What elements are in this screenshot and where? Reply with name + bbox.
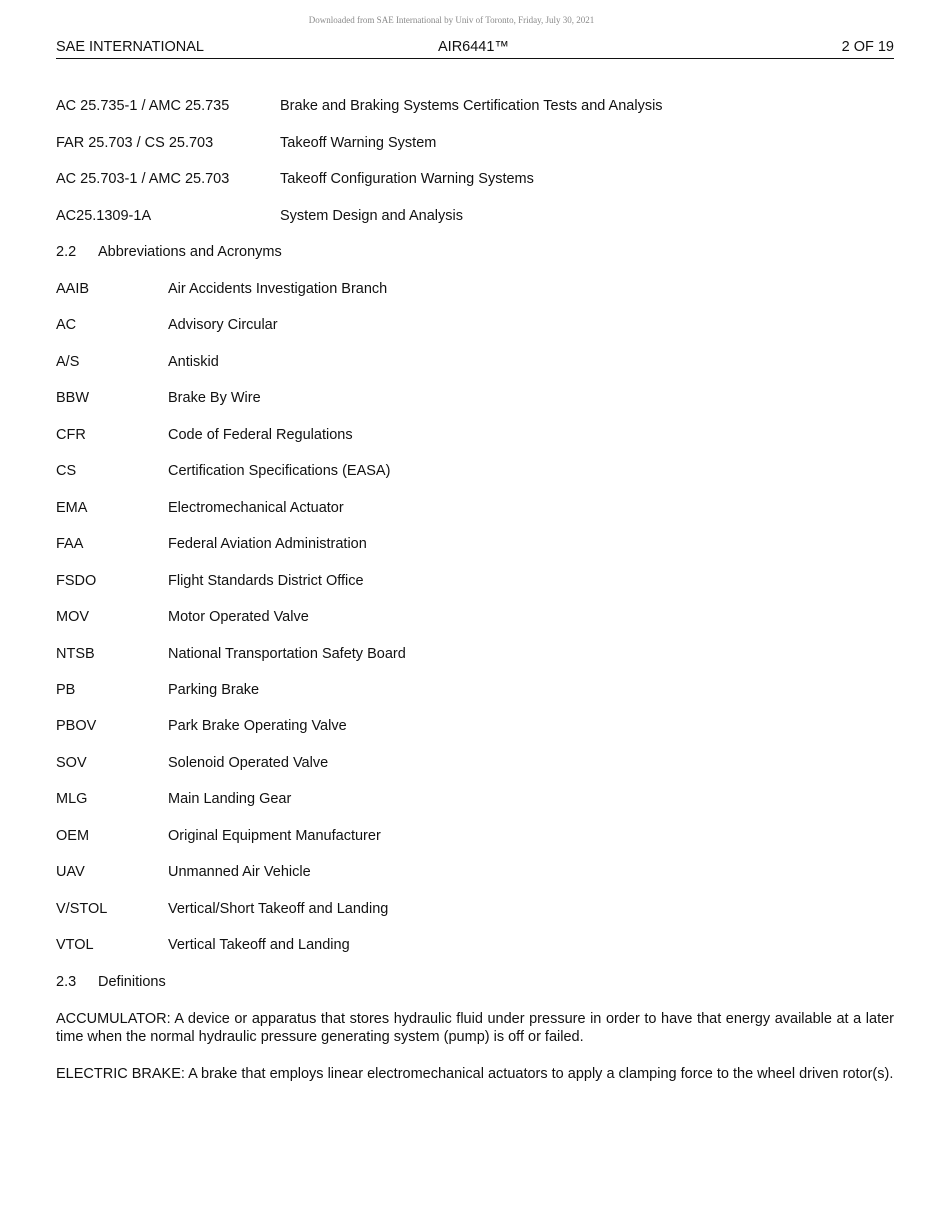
abbreviation-meaning: Code of Federal Regulations [168,427,353,443]
reference-title: System Design and Analysis [280,208,463,224]
abbreviation-meaning: Advisory Circular [168,317,278,333]
reference-title: Takeoff Warning System [280,135,437,151]
abbreviation-code: NTSB [56,646,95,662]
reference-code: FAR 25.703 / CS 25.703 [56,135,214,151]
abbreviation-code: EMA [56,500,88,516]
definition-electric-brake: ELECTRIC BRAKE: A brake that employs linear electromechanical actuators to apply a clamping force to the wheel driven rotor(s). [56,1066,894,1082]
reference-code: AC 25.735-1 / AMC 25.735 [56,98,230,114]
header-page-number: 2 OF 19 [841,39,894,55]
section-number: 2.2 [56,244,77,260]
abbreviation-code: PBOV [56,718,97,734]
abbreviation-meaning: Flight Standards District Office [168,573,364,589]
abbreviation-meaning: Antiskid [168,354,219,370]
abbreviation-code: AAIB [56,281,90,297]
abbreviation-code: BBW [56,390,90,406]
abbreviation-meaning: Original Equipment Manufacturer [168,828,381,844]
reference-code: AC 25.703-1 / AMC 25.703 [56,171,230,187]
abbreviation-code: FAA [56,536,84,552]
abbreviation-meaning: Certification Specifications (EASA) [168,463,391,479]
section-title: Abbreviations and Acronyms [98,244,282,260]
definition-accumulator: ACCUMULATOR: A device or apparatus that stores hydraulic fluid under pressure in order to have that energy available at a later time when the normal hydraulic pressure generating system (pump) is off or failed. [56,1011,894,1045]
abbreviation-meaning: Unmanned Air Vehicle [168,864,311,880]
abbreviation-code: UAV [56,864,85,880]
header-organization: SAE INTERNATIONAL [56,39,204,55]
abbreviation-meaning: Air Accidents Investigation Branch [168,281,388,297]
abbreviation-meaning: Federal Aviation Administration [168,536,367,552]
abbreviation-meaning: Park Brake Operating Valve [168,718,347,734]
abbreviation-meaning: Vertical Takeoff and Landing [168,937,350,953]
abbreviation-code: MLG [56,791,88,807]
abbreviation-meaning: Vertical/Short Takeoff and Landing [168,901,389,917]
abbreviation-meaning: Solenoid Operated Valve [168,755,329,771]
abbreviation-code: A/S [56,354,80,370]
reference-title: Takeoff Configuration Warning Systems [280,171,534,187]
abbreviation-meaning: Brake By Wire [168,390,261,406]
download-watermark: Downloaded from SAE International by Univ of Toronto, Friday, July 30, 2021 [308,15,595,25]
page-header [56,38,894,59]
abbreviation-code: SOV [56,755,87,771]
section-title: Definitions [98,974,166,990]
abbreviation-code: AC [56,317,77,333]
abbreviation-meaning: Motor Operated Valve [168,609,309,625]
abbreviation-code: CS [56,463,77,479]
abbreviation-code: MOV [56,609,90,625]
abbreviation-meaning: Electromechanical Actuator [168,500,344,516]
reference-code: AC25.1309-1A [56,208,152,224]
section-heading-definitions [56,974,166,990]
abbreviation-code: FSDO [56,573,97,589]
abbreviation-code: PB [56,682,76,698]
abbreviation-code: OEM [56,828,90,844]
reference-title: Brake and Braking Systems Certification Tests and Analysis [280,98,663,114]
abbreviation-meaning: Parking Brake [168,682,260,698]
section-heading-abbreviations [56,244,282,260]
abbreviation-code: VTOL [56,937,94,953]
abbreviation-meaning: National Transportation Safety Board [168,646,406,662]
abbreviation-code: CFR [56,427,86,443]
header-document-id: AIR6441™ [438,39,509,55]
abbreviation-code: V/STOL [56,901,108,917]
section-number: 2.3 [56,974,77,990]
abbreviation-meaning: Main Landing Gear [168,791,292,807]
